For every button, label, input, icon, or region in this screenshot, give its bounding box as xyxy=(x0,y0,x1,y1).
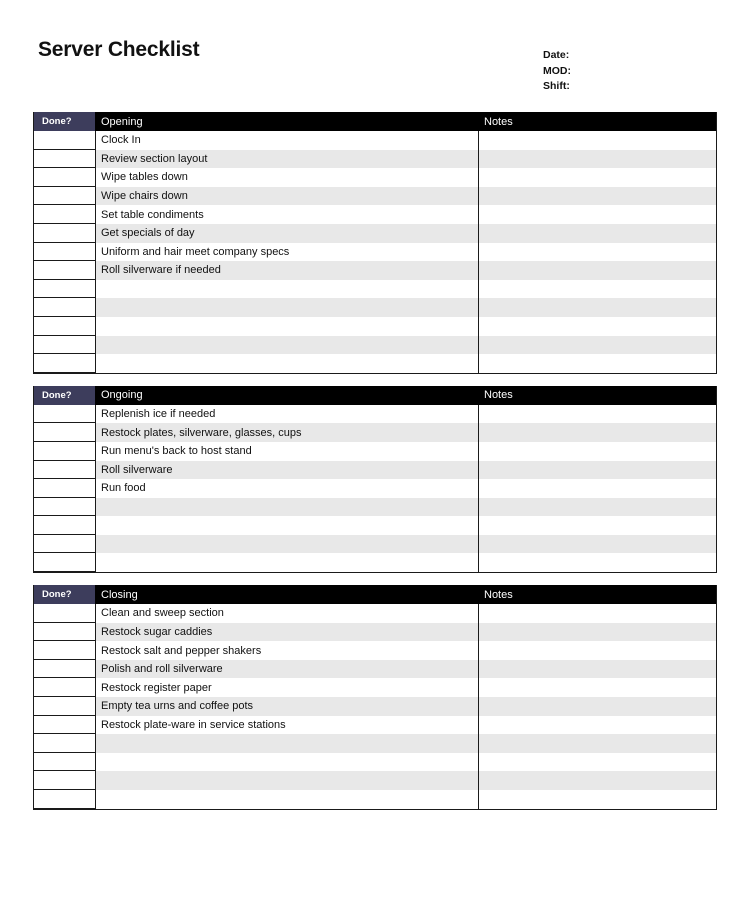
table-row xyxy=(34,697,716,716)
notes-cell[interactable] xyxy=(479,697,716,716)
task-label: Run food xyxy=(96,479,479,498)
column-header-title: Ongoing xyxy=(101,389,143,402)
task-label: Restock salt and pepper shakers xyxy=(96,641,479,660)
task-label xyxy=(96,280,479,299)
table-row xyxy=(34,516,716,535)
task-label: Restock register paper xyxy=(96,678,479,697)
done-checkbox-cell[interactable] xyxy=(34,150,96,169)
table-row xyxy=(34,261,716,280)
task-label xyxy=(96,553,479,572)
task-label: Restock plate-ware in service stations xyxy=(96,716,479,735)
mod-label: MOD: xyxy=(543,64,571,77)
task-label: Restock sugar caddies xyxy=(96,623,479,642)
table-row xyxy=(34,660,716,679)
done-checkbox-cell[interactable] xyxy=(34,660,96,679)
table-row xyxy=(34,187,716,206)
checklist-section-ongoing xyxy=(33,386,717,573)
done-checkbox-cell[interactable] xyxy=(34,131,96,150)
column-header-notes: Notes xyxy=(484,115,513,128)
notes-cell[interactable] xyxy=(479,187,716,206)
notes-cell[interactable] xyxy=(479,790,716,809)
notes-cell[interactable] xyxy=(479,535,716,554)
task-label: Replenish ice if needed xyxy=(96,405,479,424)
table-row xyxy=(34,243,716,262)
notes-cell[interactable] xyxy=(479,516,716,535)
notes-cell[interactable] xyxy=(479,660,716,679)
table-row xyxy=(34,623,716,642)
done-checkbox-cell[interactable] xyxy=(34,317,96,336)
checklist-section-opening xyxy=(33,112,717,374)
table-row xyxy=(34,336,716,355)
task-label xyxy=(96,354,479,373)
table-row xyxy=(34,678,716,697)
notes-cell[interactable] xyxy=(479,243,716,262)
page-title: Server Checklist xyxy=(38,38,200,61)
task-label xyxy=(96,516,479,535)
table-row xyxy=(34,405,716,424)
column-header-done: Done? xyxy=(34,386,96,405)
table-row xyxy=(34,298,716,317)
table-row xyxy=(34,790,716,809)
task-label: Polish and roll silverware xyxy=(96,660,479,679)
done-checkbox-cell[interactable] xyxy=(34,790,96,809)
table-row xyxy=(34,535,716,554)
notes-cell[interactable] xyxy=(479,479,716,498)
notes-cell[interactable] xyxy=(479,753,716,772)
notes-cell[interactable] xyxy=(479,317,716,336)
table-row xyxy=(34,168,716,187)
table-row xyxy=(34,280,716,299)
notes-cell[interactable] xyxy=(479,336,716,355)
table-row xyxy=(34,641,716,660)
done-checkbox-cell[interactable] xyxy=(34,479,96,498)
table-row xyxy=(34,753,716,772)
table-row xyxy=(34,354,716,373)
table-row xyxy=(34,442,716,461)
task-label: Set table condiments xyxy=(96,205,479,224)
notes-cell[interactable] xyxy=(479,423,716,442)
done-checkbox-cell[interactable] xyxy=(34,461,96,480)
task-label: Clean and sweep section xyxy=(96,604,479,623)
done-checkbox-cell[interactable] xyxy=(34,553,96,572)
task-label: Roll silverware xyxy=(96,461,479,480)
done-checkbox-cell[interactable] xyxy=(34,187,96,206)
task-label: Review section layout xyxy=(96,150,479,169)
table-row xyxy=(34,150,716,169)
meta-fields xyxy=(543,48,571,95)
task-label: Run menu's back to host stand xyxy=(96,442,479,461)
checklist-tables xyxy=(33,112,717,810)
table-row xyxy=(34,479,716,498)
done-checkbox-cell[interactable] xyxy=(34,168,96,187)
notes-cell[interactable] xyxy=(479,224,716,243)
table-row xyxy=(34,498,716,517)
task-label xyxy=(96,790,479,809)
table-row xyxy=(34,205,716,224)
done-checkbox-cell[interactable] xyxy=(34,336,96,355)
done-checkbox-cell[interactable] xyxy=(34,734,96,753)
table-row xyxy=(34,224,716,243)
notes-cell[interactable] xyxy=(479,442,716,461)
table-row xyxy=(34,461,716,480)
task-label xyxy=(96,498,479,517)
column-header-title: Closing xyxy=(101,588,138,601)
column-header-notes: Notes xyxy=(484,588,513,601)
done-checkbox-cell[interactable] xyxy=(34,243,96,262)
table-row xyxy=(34,317,716,336)
notes-cell[interactable] xyxy=(479,461,716,480)
task-label: Restock plates, silverware, glasses, cups xyxy=(96,423,479,442)
notes-cell[interactable] xyxy=(479,150,716,169)
task-label: Uniform and hair meet company specs xyxy=(96,243,479,262)
section-header-row xyxy=(34,585,716,604)
document-header xyxy=(0,0,750,92)
done-checkbox-cell[interactable] xyxy=(34,280,96,299)
done-checkbox-cell[interactable] xyxy=(34,623,96,642)
notes-cell[interactable] xyxy=(479,716,716,735)
done-checkbox-cell[interactable] xyxy=(34,354,96,373)
checklist-section-closing xyxy=(33,585,717,810)
done-checkbox-cell[interactable] xyxy=(34,205,96,224)
notes-cell[interactable] xyxy=(479,280,716,299)
task-label: Clock In xyxy=(96,131,479,150)
task-label xyxy=(96,734,479,753)
task-label: Empty tea urns and coffee pots xyxy=(96,697,479,716)
done-checkbox-cell[interactable] xyxy=(34,535,96,554)
table-row xyxy=(34,716,716,735)
section-header-row xyxy=(34,386,716,405)
task-label: Get specials of day xyxy=(96,224,479,243)
table-row xyxy=(34,423,716,442)
notes-cell[interactable] xyxy=(479,261,716,280)
task-label xyxy=(96,298,479,317)
notes-cell[interactable] xyxy=(479,298,716,317)
done-checkbox-cell[interactable] xyxy=(34,697,96,716)
done-checkbox-cell[interactable] xyxy=(34,771,96,790)
notes-cell[interactable] xyxy=(479,641,716,660)
notes-cell[interactable] xyxy=(479,734,716,753)
notes-cell[interactable] xyxy=(479,131,716,150)
done-checkbox-cell[interactable] xyxy=(34,716,96,735)
date-label: Date: xyxy=(543,49,570,61)
task-label xyxy=(96,535,479,554)
done-checkbox-cell[interactable] xyxy=(34,678,96,697)
done-checkbox-cell[interactable] xyxy=(34,604,96,623)
column-header-done: Done? xyxy=(34,585,96,604)
column-header-title: Opening xyxy=(101,115,143,128)
done-checkbox-cell[interactable] xyxy=(34,405,96,424)
table-row xyxy=(34,553,716,572)
done-checkbox-cell[interactable] xyxy=(34,498,96,517)
task-label xyxy=(96,771,479,790)
task-label xyxy=(96,317,479,336)
done-checkbox-cell[interactable] xyxy=(34,442,96,461)
table-row xyxy=(34,604,716,623)
notes-cell[interactable] xyxy=(479,405,716,424)
notes-cell[interactable] xyxy=(479,498,716,517)
table-row xyxy=(34,771,716,790)
notes-cell[interactable] xyxy=(479,553,716,572)
notes-cell[interactable] xyxy=(479,168,716,187)
task-label: Wipe tables down xyxy=(96,168,479,187)
task-label xyxy=(96,336,479,355)
column-header-done: Done? xyxy=(34,112,96,131)
done-checkbox-cell[interactable] xyxy=(34,224,96,243)
shift-label: Shift: xyxy=(543,80,570,92)
column-header-notes: Notes xyxy=(484,389,513,402)
notes-cell[interactable] xyxy=(479,354,716,373)
task-label xyxy=(96,753,479,772)
done-checkbox-cell[interactable] xyxy=(34,753,96,772)
table-row xyxy=(34,734,716,753)
table-row xyxy=(34,131,716,150)
done-checkbox-cell[interactable] xyxy=(34,298,96,317)
section-header-row xyxy=(34,112,716,131)
notes-cell[interactable] xyxy=(479,678,716,697)
task-label: Wipe chairs down xyxy=(96,187,479,206)
notes-cell[interactable] xyxy=(479,623,716,642)
notes-cell[interactable] xyxy=(479,771,716,790)
done-checkbox-cell[interactable] xyxy=(34,516,96,535)
done-checkbox-cell[interactable] xyxy=(34,261,96,280)
notes-cell[interactable] xyxy=(479,205,716,224)
done-checkbox-cell[interactable] xyxy=(34,641,96,660)
done-checkbox-cell[interactable] xyxy=(34,423,96,442)
notes-cell[interactable] xyxy=(479,604,716,623)
task-label: Roll silverware if needed xyxy=(96,261,479,280)
